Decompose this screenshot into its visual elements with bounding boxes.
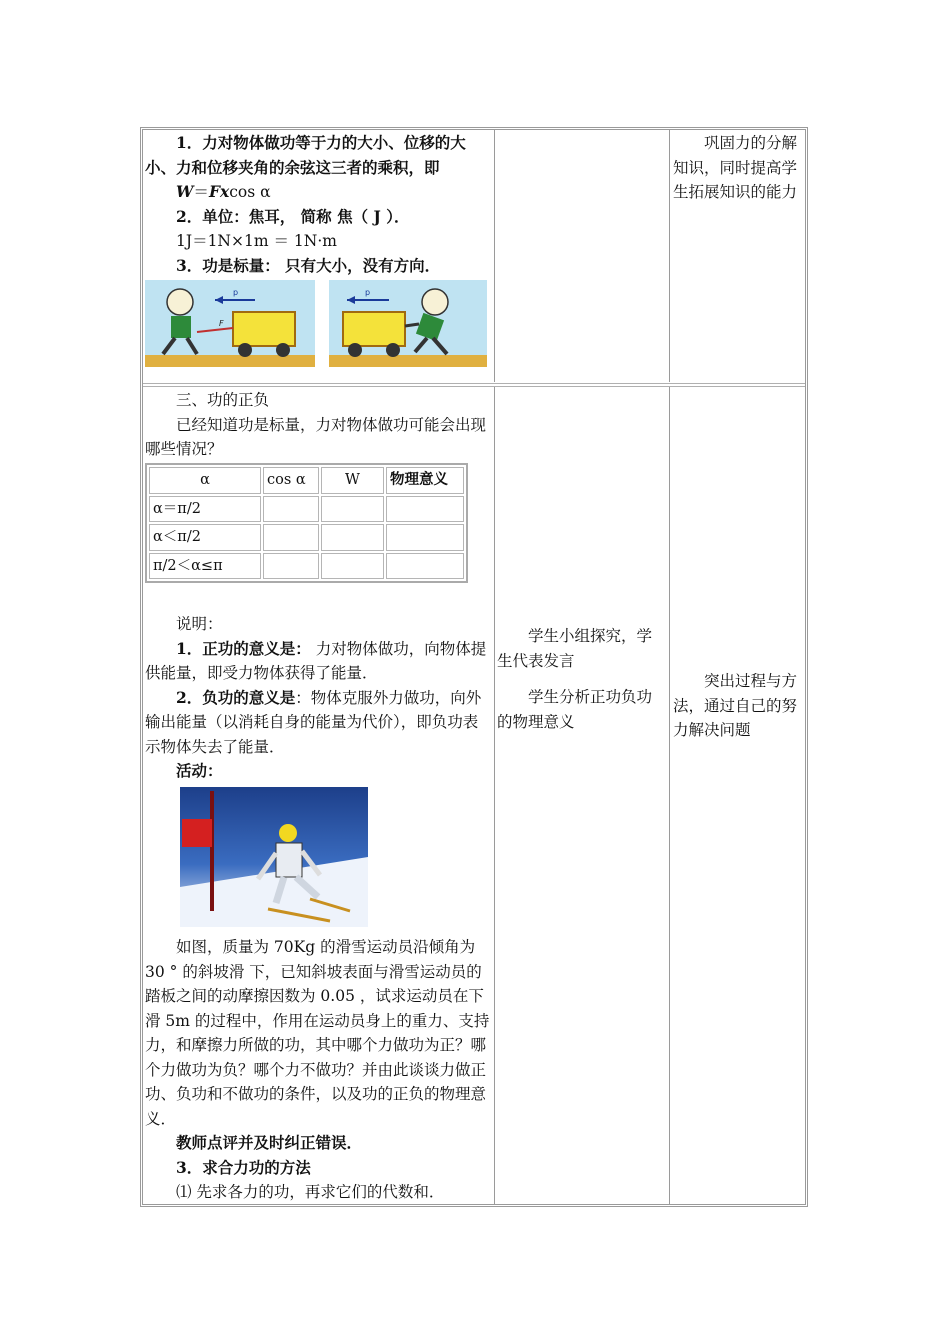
table-header: 物理意义 xyxy=(386,467,464,494)
table-row xyxy=(143,130,805,382)
table-row xyxy=(149,524,464,551)
method-title: 3．求合力功的方法 xyxy=(176,1157,311,1177)
force-label: F xyxy=(219,319,224,328)
design-intent-cell xyxy=(671,130,805,382)
problem-block xyxy=(143,935,494,1205)
note-label: 说明： xyxy=(176,615,223,633)
pushing-cart-image xyxy=(329,280,487,367)
table-cell: α＜π/2 xyxy=(149,524,261,551)
table-cell xyxy=(321,524,384,551)
positive-work-label: 1．正功的意义是： xyxy=(176,638,311,658)
table-cell xyxy=(321,553,384,580)
negative-work-text xyxy=(143,686,494,760)
text-line: 1J＝1N×1m ＝ 1N·m xyxy=(176,232,337,250)
section-heading: 三、功的正负 xyxy=(176,391,270,409)
table-row xyxy=(143,383,805,1204)
arrow-label: p xyxy=(365,288,371,297)
formula-fx: Fx xyxy=(208,182,230,201)
table-header-row xyxy=(149,467,464,494)
positive-work-body: 力对物体做功，向物体提供能量，即受力物体获得了能量． xyxy=(145,639,487,682)
student-activity-text: 学生小组探究，学生代表发言 xyxy=(497,627,653,670)
design-intent-text: 突出过程与方法，通过自己的努力解决问题 xyxy=(673,672,798,739)
intro-text: 已经知道功是标量，力对物体做功可能会出现哪些情况？ xyxy=(145,415,487,458)
teacher-comment: 教师点评并及时纠正错误． xyxy=(176,1133,363,1152)
design-intent-cell xyxy=(671,387,805,1204)
text-line: 小、力和位移夹角的余弦这三者的乘积，即 xyxy=(145,157,440,177)
negative-work-label: 2．负功的意义是 xyxy=(176,687,296,707)
formula-eq: ＝ xyxy=(193,183,209,201)
explanation-block xyxy=(143,612,494,784)
content-cell xyxy=(143,130,495,382)
table-cell xyxy=(386,496,464,523)
text-line: 1．力对物体做功等于力的大小、位移的大 xyxy=(176,133,466,152)
design-intent-text: 巩固力的分解知识，同时提高学生拓展知识的能力 xyxy=(673,134,798,201)
table-header: α xyxy=(149,467,261,494)
text-line: 3．功是标量： 只有大小，没有方向． xyxy=(176,255,441,275)
table-cell xyxy=(263,496,319,523)
content-cell xyxy=(143,387,495,1204)
table-cell xyxy=(263,524,319,551)
sign-table xyxy=(145,463,468,583)
table-row xyxy=(149,553,464,580)
lesson-plan-table xyxy=(140,127,808,1207)
table-cell xyxy=(263,553,319,580)
table-cell: π/2＜α≤π xyxy=(149,553,261,580)
table-cell xyxy=(386,553,464,580)
activity-label: 活动： xyxy=(176,761,223,780)
arrow-label: p xyxy=(233,288,239,297)
negative-work-body: ：物体克服外力做功，向外输出能量（以消耗自身的能量为代价），即负功表示物体失去了能量． xyxy=(145,688,482,756)
table-header: W xyxy=(321,467,384,494)
table-cell xyxy=(321,496,384,523)
student-activity-cell xyxy=(495,130,670,382)
skier-photo xyxy=(180,787,368,927)
table-header: cos α xyxy=(263,467,319,494)
student-activity-text: 学生分析正功负功的物理意义 xyxy=(497,688,653,731)
formula xyxy=(143,180,494,205)
method-step: ⑴ 先求各力的功，再求它们的代数和． xyxy=(176,1183,445,1201)
student-activity-cell xyxy=(495,387,670,1204)
table-cell xyxy=(386,524,464,551)
formula-w: W xyxy=(176,182,194,201)
problem-text: 如图，质量为 70Kg 的滑雪运动员沿倾角为 30 ° 的斜坡滑 下，已知斜坡表面与滑雪运动员的踏板之间的动摩擦因数为 0.05 ，试求运动员在下滑 5m 的过程中，作用在运动员身上的重力、支持力，和摩擦力所做的功，其中哪个力做功为正？哪个力做功为负？哪个力不做功？并由此谈谈力做正功、负功和不做功的条件，以及功的正负的物理意义． xyxy=(145,938,490,1128)
pulling-cart-image xyxy=(145,280,315,367)
table-cell: α＝π/2 xyxy=(149,496,261,523)
formula-cos: cos α xyxy=(229,183,271,201)
text-line: 2．单位：焦耳， 简称 焦（ J ）． xyxy=(176,206,410,226)
positive-work-text xyxy=(143,637,494,686)
table-row xyxy=(149,496,464,523)
